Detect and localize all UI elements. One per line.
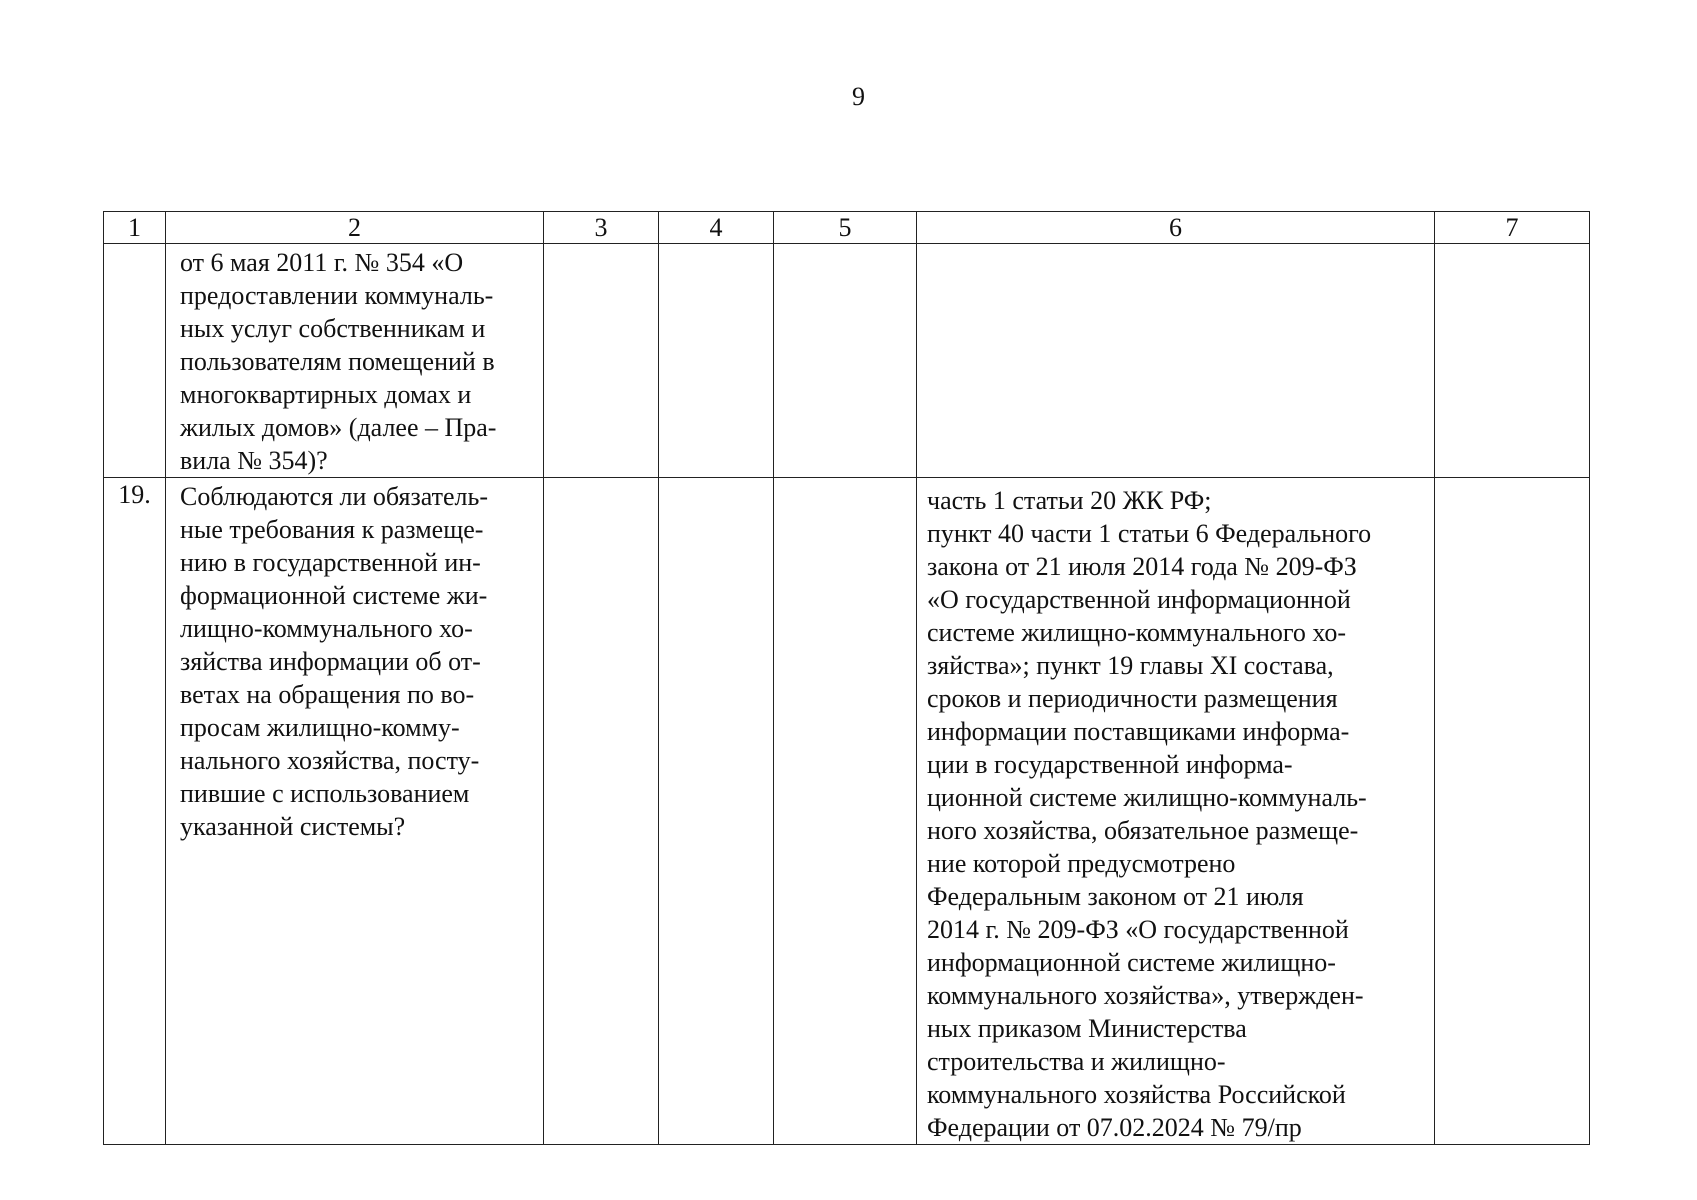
table-header-row xyxy=(104,212,1590,244)
col3-cell xyxy=(544,244,659,478)
question-text: Соблюдаются ли обязатель- ные требования к размеще- нию в государственной ин- формационной системе жи- лищно-коммунального хо- зяйства информации об от- ветах на обращения по во- просам жилищно-комму- нального хозяйства, посту- пившие с использованием указанной системы? xyxy=(180,482,488,841)
legal-basis-text: часть 1 статьи 20 ЖК РФ; пункт 40 части 1 статьи 6 Федерального закона от 21 июля 2014 года № 209-ФЗ «О государственной информационной системе жилищно-коммунального хо- зяйства»; пункт 19 главы XI состава, сроков и периодичности размещения информации поставщиками информа- ции в государственной информа- ционной системе жилищно-коммуналь- ного хозяйства, обязательное размеще- ние которой предусмотрено Федеральным законом от 21 июля 2014 г. № 209-ФЗ «О государственной информационной системе жилищно- коммунального хозяйства», утвержден- ных приказом Министерства строительства и жилищно- коммунального хозяйства Российской Федерации от 07.02.2024 № 79/пр xyxy=(927,486,1372,1142)
col5-cell xyxy=(774,478,917,1145)
table-row xyxy=(104,478,1590,1145)
column-header-5: 5 xyxy=(774,212,917,244)
col4-cell xyxy=(659,244,774,478)
col4-cell xyxy=(659,478,774,1145)
col3-cell xyxy=(544,478,659,1145)
checklist-table xyxy=(103,211,1590,1145)
table-row xyxy=(104,244,1590,478)
col5-cell xyxy=(774,244,917,478)
column-header-3: 3 xyxy=(544,212,659,244)
column-header-7: 7 xyxy=(1435,212,1590,244)
row-number: 19. xyxy=(104,478,166,1145)
legal-basis-cell xyxy=(917,478,1435,1145)
row-number xyxy=(104,244,166,478)
column-header-6: 6 xyxy=(917,212,1435,244)
question-text: от 6 мая 2011 г. № 354 «О предоставлении коммуналь- ных услуг собственникам и пользователям помещений в многоквартирных домах и жилых домов» (далее – Пра- вила № 354)? xyxy=(180,248,497,475)
question-cell xyxy=(166,244,544,478)
col7-cell xyxy=(1435,244,1590,478)
legal-basis-text xyxy=(917,244,1434,250)
page-number: 9 xyxy=(852,82,865,111)
legal-basis-cell xyxy=(917,244,1435,478)
column-header-2: 2 xyxy=(166,212,544,244)
column-header-4: 4 xyxy=(659,212,774,244)
question-cell xyxy=(166,478,544,1145)
col7-cell xyxy=(1435,478,1590,1145)
column-header-1: 1 xyxy=(104,212,166,244)
